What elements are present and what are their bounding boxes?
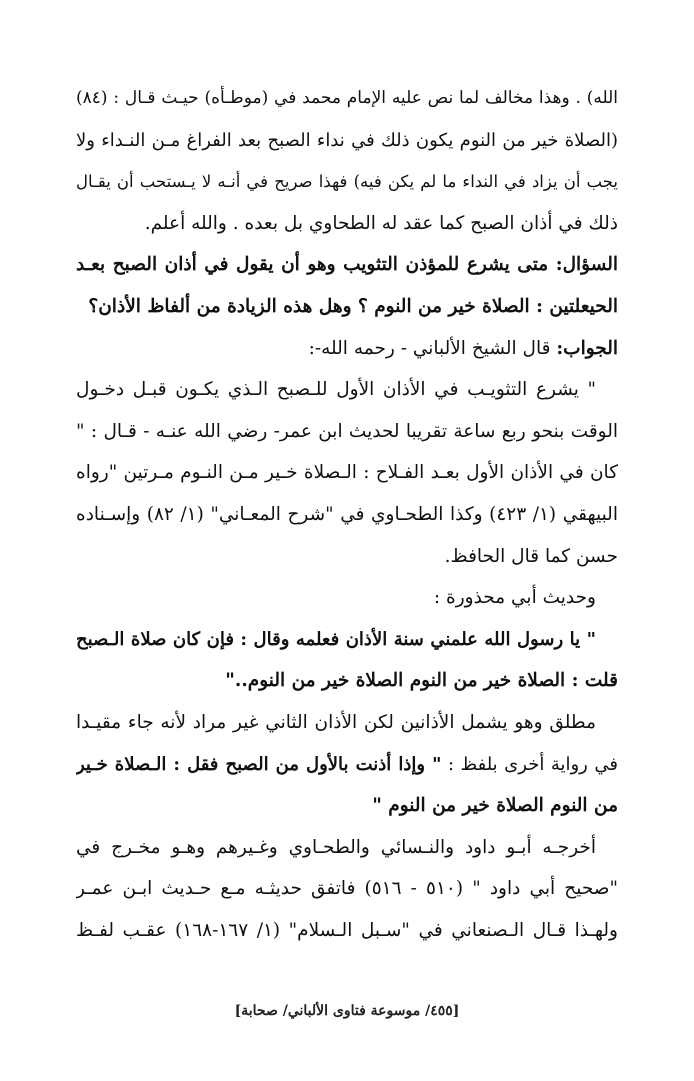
answer-line [76, 328, 618, 370]
answer-label: الجواب: [556, 337, 618, 359]
text-segment: في رواية أخرى بلفظ : [447, 753, 618, 775]
text-line: الوقت بنحو ربع ساعة تقريبا لحديث ابن عمر- رضي الله عنـه - قـال : " [76, 420, 618, 442]
text-line: الله) . وهذا مخالف لما نص عليه الإمام محمد في (موطـأه) حيـث قـال : (٨٤) [76, 88, 618, 108]
hadith-line: من النوم الصلاة خير من النوم " [372, 795, 618, 817]
text-line: البيهقي (١/ ٤٢٣) وكذا الطحـاوي في "شرح المعـاني" (١/ ٨٢) وإسـناده [76, 503, 618, 525]
text-line: يجب أن يزاد في النداء ما لم يكن فيه) فهذا صريح في أنـه لا يـستحب أن يقـال [76, 172, 618, 192]
question-line [76, 244, 618, 286]
text-line: ولهـذا قـال الـصنعاني في "سـبل الـسلام" (١/ ١٦٧-١٦٨) عقـب لفـظ [76, 919, 618, 941]
question-text: متى يشرع للمؤذن التثويب وهو أن يقول في أذان الصبح بعـد [76, 254, 549, 276]
hadith-segment: " وإذا أذنت بالأول من الصبح فقل : الـصلاة خـير [76, 753, 442, 775]
page-footer: [٤٥٥/ موسوعة فتاوى الألباني/ صحابة] [234, 1003, 460, 1019]
hadith-line: قلت : الصلاة خير من النوم الصلاة خير من النوم.." [225, 670, 618, 692]
text-line: ذلك في أذان الصبح كما عقد له الطحاوي بل بعده . والله أعلم. [144, 212, 618, 234]
text-line: كان في الأذان الأول بعـد الفـلاح : الـصلاة خـير مـن النـوم مـرتين "رواه [76, 462, 618, 484]
question-label: السؤال: [555, 254, 618, 276]
answer-intro: قال الشيخ الألباني - رحمه الله-: [308, 337, 551, 359]
text-line: حسن كما قال الحافظ. [444, 545, 618, 567]
body-text [76, 78, 618, 951]
text-line [76, 744, 618, 786]
text-line: أخرجـه أبـو داود والنـسائي والطحـاوي وغـيرهم وهـو مخـرج في [76, 836, 596, 858]
text-line: (الصلاة خير من النوم يكون ذلك في نداء الصبح بعد الفراغ مـن النـداء ولا [76, 129, 618, 151]
text-line: " يشرع التثويـب في الأذان الأول للـصبح الـذي يكـون قبـل دخـول [76, 379, 596, 401]
hadith-line: " يا رسول الله علمني سنة الأذان فعلمه وقال : فإن كان صلاة الـصبح [76, 628, 596, 650]
question-line: الحيعلتين : الصلاة خير من النوم ؟ وهل هذه الزيادة من ألفاظ الأذان؟ [88, 295, 618, 317]
text-line: "صحيح أبي داود " (٥١٠ - ٥١٦) فاتفق حديثـه مـع حـديث ابـن عمـر [76, 878, 618, 900]
text-line: وحديث أبي محذورة : [433, 587, 596, 609]
text-line: مطلق وهو يشمل الأذانين لكن الأذان الثاني غير مراد لأنه جاء مقيـدا [76, 711, 596, 733]
